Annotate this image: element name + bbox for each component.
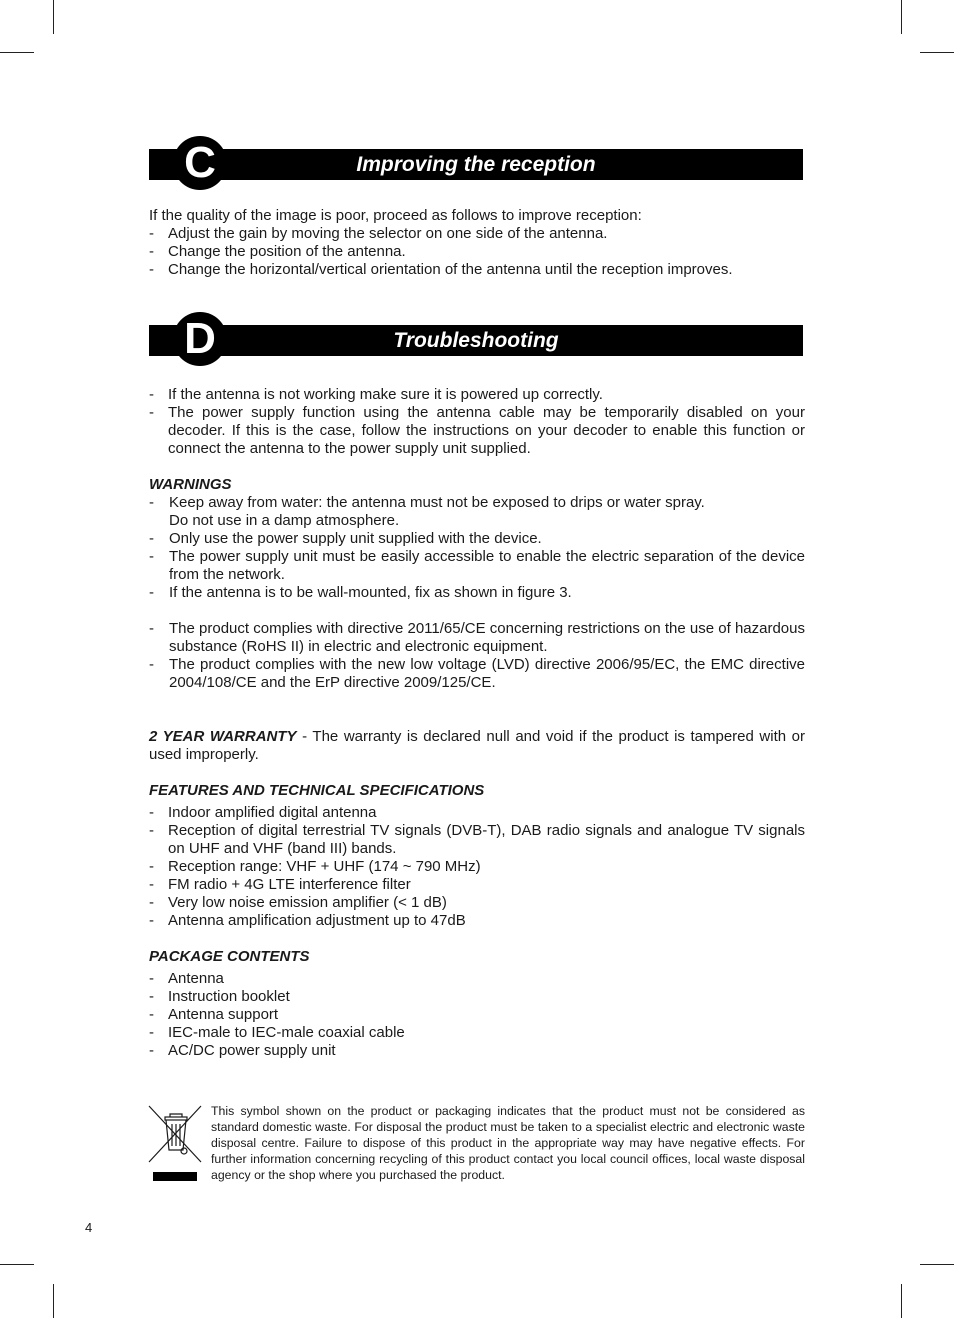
list-item: - Antenna amplification adjustment up to 47dB (149, 912, 805, 930)
list-item: - Reception of digital terrestrial TV signals (DVB-T), DAB radio signals and analogue TV signals on UHF and VHF (band III) bands. (149, 822, 805, 858)
compliance-list (149, 620, 805, 692)
section-c-intro: If the quality of the image is poor, proceed as follows to improve reception: (149, 207, 642, 224)
list-item: - The product complies with directive 2011/65/CE concerning restrictions on the use of hazardous substance (RoHS II) in electric and electronic equipment. (149, 620, 805, 656)
warnings-list (149, 494, 805, 602)
warning-text: Keep away from water: the antenna must not be exposed to drips or water spray. (169, 494, 705, 511)
list-item: - Change the position of the antenna. (149, 243, 805, 261)
crop-mark (53, 0, 54, 34)
list-item: - If the antenna is to be wall-mounted, fix as shown in figure 3. (149, 584, 805, 602)
warning-text-continued: Do not use in a damp atmosphere. (169, 512, 400, 529)
warranty-label: 2 YEAR WARRANTY (149, 728, 297, 745)
crop-mark (0, 52, 34, 53)
crossed-out-wheelie-bin-icon (147, 1104, 203, 1184)
crop-mark (0, 1264, 34, 1265)
warnings-heading: WARNINGS (149, 476, 232, 493)
weee-disposal-notice: This symbol shown on the product or packaging indicates that the product must not be considered as standard domestic waste. For disposal the product must be taken to a specialist electric and electronic waste disposal centre. Failure to dispose of this product in the appropriate way may have negative effects. For further information concerning recycling of this product contact you local council offices, local waste disposal agency or the shop where you purchased the product. (211, 1104, 805, 1182)
list-item: - The product complies with the new low voltage (LVD) directive 2006/95/EC, the EMC directive 2004/108/CE and the ErP directive 2009/125/CE. (149, 656, 805, 692)
list-item: - Instruction booklet (149, 988, 805, 1006)
section-d-body (149, 386, 805, 1060)
package-heading: PACKAGE CONTENTS (149, 948, 310, 965)
list-item: - Change the horizontal/vertical orientation of the antenna until the reception improves. (149, 261, 805, 279)
crop-mark (53, 1284, 54, 1318)
crop-mark (920, 1264, 954, 1265)
warranty-paragraph (149, 728, 805, 764)
section-d-banner (149, 314, 803, 363)
section-d-title: Troubleshooting (393, 329, 559, 352)
package-list (149, 970, 805, 1060)
list-item: - Reception range: VHF + UHF (174 ~ 790 MHz) (149, 858, 805, 876)
list-item: - The power supply unit must be easily accessible to enable the electric separation of the device from the network. (149, 548, 805, 584)
section-d-letter-badge: D (173, 312, 227, 366)
list-item: - Indoor amplified digital antenna (149, 804, 805, 822)
list-item: - IEC-male to IEC-male coaxial cable (149, 1024, 805, 1042)
features-heading: FEATURES AND TECHNICAL SPECIFICATIONS (149, 782, 485, 799)
warranty-text: - The warranty is declared null and void if the product is tampered with or used improperly. (149, 728, 805, 763)
list-item: - The power supply function using the antenna cable may be temporarily disabled on your decoder. If this is the case, follow the instructions on your decoder to enable this function or connect the antenna to the power supply unit supplied. (149, 404, 805, 458)
section-c-banner (149, 138, 803, 187)
section-c-letter-badge: C (173, 136, 227, 190)
list-item: - FM radio + 4G LTE interference filter (149, 876, 805, 894)
list-item: - If the antenna is not working make sure it is powered up correctly. (149, 386, 805, 404)
section-c-body (149, 207, 805, 279)
page-number: 4 (85, 1220, 93, 1235)
list-item (149, 494, 805, 530)
crop-mark (901, 0, 902, 34)
list-item: - Only use the power supply unit supplied with the device. (149, 530, 805, 548)
section-c-title: Improving the reception (356, 153, 596, 176)
crop-mark (901, 1284, 902, 1318)
section-c-list (149, 225, 805, 279)
troubleshooting-list (149, 386, 805, 458)
list-item: - Antenna support (149, 1006, 805, 1024)
list-item: - Adjust the gain by moving the selector on one side of the antenna. (149, 225, 805, 243)
crop-mark (920, 52, 954, 53)
list-item: - AC/DC power supply unit (149, 1042, 805, 1060)
list-item: - Very low noise emission amplifier (< 1 dB) (149, 894, 805, 912)
list-item: - Antenna (149, 970, 805, 988)
features-list (149, 804, 805, 930)
